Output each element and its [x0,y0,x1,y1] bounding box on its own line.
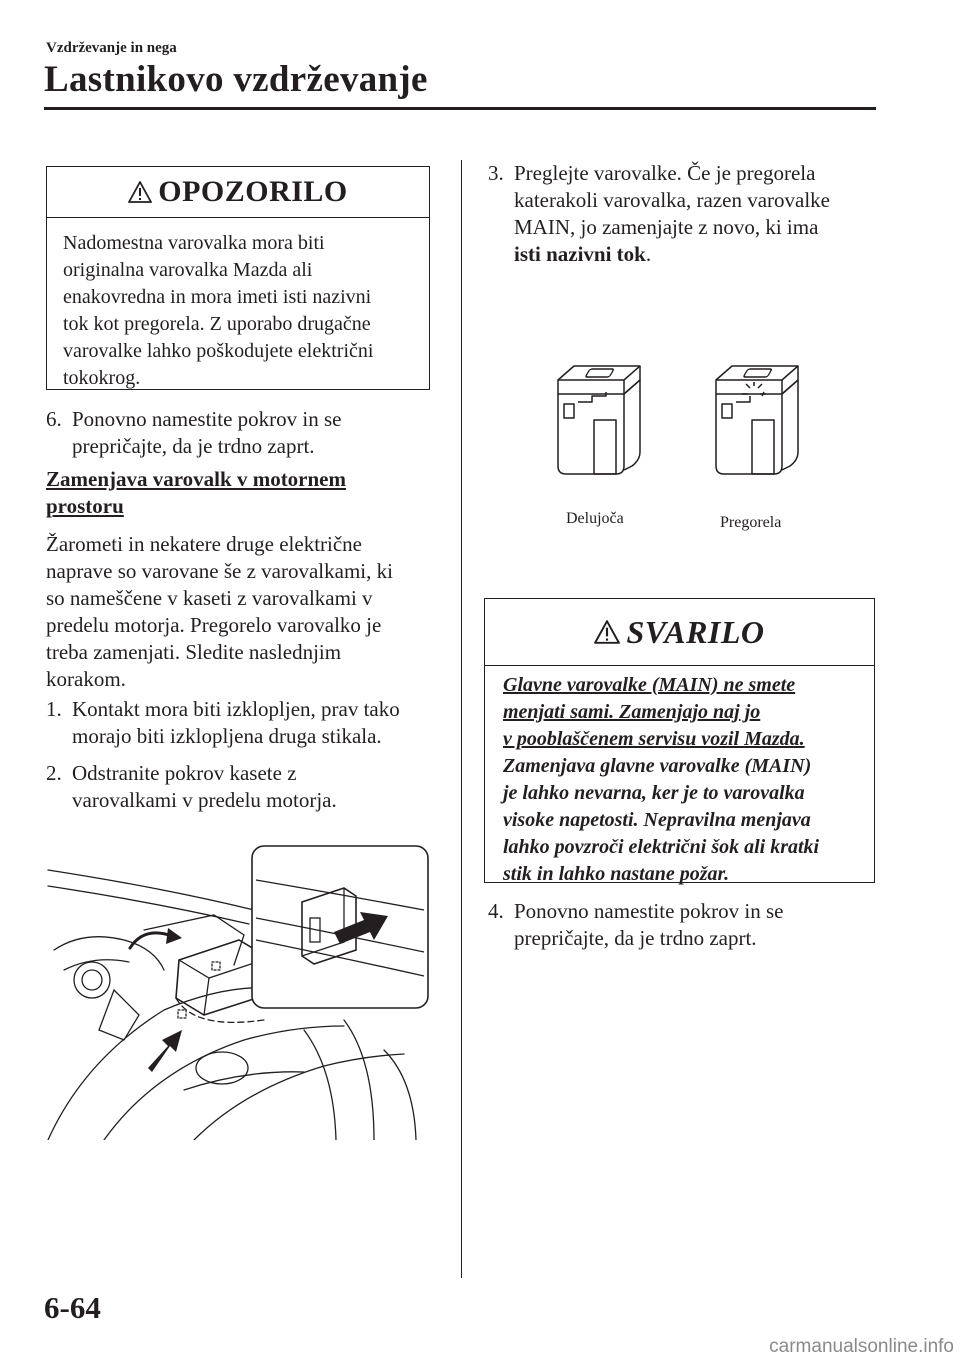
page-number: 6-64 [44,1290,101,1325]
warning-label: OPOZORILO [158,175,348,208]
fuse-good-caption: Delujoča [566,510,624,527]
warning-box [46,166,430,390]
section-label: Vzdrževanje in nega [46,40,177,56]
paragraph-line: treba zamenjati. Sledite naslednjim [46,640,342,664]
step-1 [46,696,456,752]
caution-line: visoke napetosti. Nepravilna menjava [503,809,811,831]
caution-line: Zamenjava glavne varovalke (MAIN) [503,755,812,777]
step-number: 4. [488,899,504,923]
step-text [72,760,337,814]
fuse-blown-caption: Pregorela [720,514,782,531]
paragraph-line: so nameščene v kaseti z varovalkami v [46,586,373,610]
step-3 [488,160,888,270]
paragraph-line: predelu motorja. Pregorelo varovalko je [46,613,382,637]
caution-underlined-line: v pooblaščenem servisu vozil Mazda. [503,728,805,750]
caution-triangle-icon [594,620,620,644]
caution-underlined-line: Glavne varovalke (MAIN) ne smete [503,674,796,696]
warning-header [47,167,429,218]
step-number: 6. [46,407,62,431]
step-line: varovalkami v predelu motorja. [72,788,337,812]
intro-paragraph [46,531,446,693]
step-line: Ponovno namestite pokrov in se [514,899,784,923]
warning-line: originalna varovalka Mazda ali [63,259,313,281]
page-title: Lastnikovo vzdrževanje [44,59,428,100]
step-line: Preglejte varovalke. Če je pregorela [514,161,816,185]
subheading-line: Zamenjava varovalk v motornem [46,467,346,491]
step-text [514,160,830,268]
engine-fuse-box-illustration [44,840,436,1140]
warning-line: tokokrog. [63,367,141,389]
subheading [46,466,346,520]
warning-line: varovalke lahko poškodujete električni [63,340,374,362]
rated-current-emphasis: isti nazivni tok [514,242,646,266]
fuse-good-illustration [548,362,648,482]
caution-body [485,666,874,888]
fuse-blown-illustration [706,362,806,482]
punctuation: . [645,242,652,266]
step-line: prepričajte, da je trdno zaprt. [72,434,315,458]
caution-line: je lahko nevarna, ker je to varovalka [503,782,805,804]
caution-box [484,598,875,883]
caution-line: stik in lahko nastane požar. [503,863,730,885]
title-rule [44,107,876,110]
caution-label: SVARILO [626,613,765,650]
paragraph-line: korakom. [46,667,126,691]
warning-line: enakovredna in mora imeti isti nazivni [63,286,372,308]
step-line: Ponovno namestite pokrov in se [72,407,342,431]
step-number: 2. [46,761,62,785]
paragraph-line: Žarometi in nekatere druge električne [46,532,363,556]
step-4 [488,898,888,954]
caution-header [485,599,874,666]
column-divider [461,160,462,1278]
step-text [514,898,783,952]
step-line: MAIN, jo zamenjajte z novo, ki ima [514,215,819,239]
warning-line: Nadomestna varovalka mora biti [63,232,325,254]
paragraph-line: naprave so varovane še z varovalkami, ki [46,559,393,583]
subheading-line: prostoru [46,494,124,518]
step-number: 3. [488,161,504,185]
step-line: katerakoli varovalka, razen varovalke [514,188,830,212]
warning-triangle-icon [128,181,152,203]
step-line [514,241,830,268]
step-line: Odstranite pokrov kasete z [72,761,297,785]
step-text [72,696,400,750]
step-line: morajo biti izklopljena druga stikala. [72,724,382,748]
step-2 [46,760,456,816]
step-line: Kontakt mora biti izklopljen, prav tako [72,697,400,721]
step-6 [46,406,446,462]
caution-underlined-line: menjati sami. Zamenjajo naj jo [503,701,761,723]
step-text [72,406,341,460]
watermark: carmanualsonline.info [769,1336,954,1357]
step-line: prepričajte, da je trdno zaprt. [514,926,757,950]
caution-line: lahko povzroči električni šok ali kratki [503,836,820,858]
warning-body [47,218,429,392]
step-number: 1. [46,697,62,721]
warning-line: tok kot pregorela. Z uporabo drugačne [63,313,371,335]
